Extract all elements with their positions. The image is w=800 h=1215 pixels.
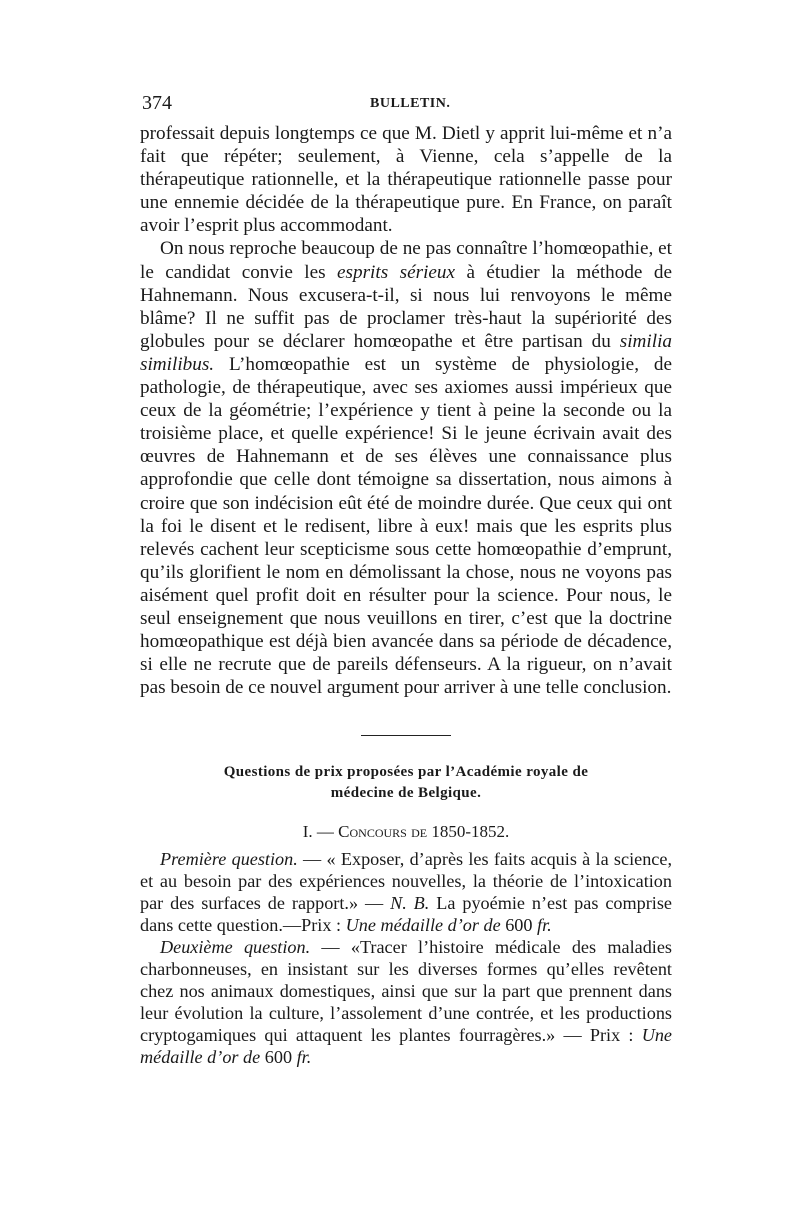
paragraph-2-part-c: L’homœopathie est un système de physiologie, de pathologie, de thérapeutique, avec ses axiomes aussi impérieux que ceux de la géométrie; l’expérience y tient à peine la seconde ou la troisième place, et quelle expérience! Si le jeune écrivain avait des œuvres de Hahnemann et de ses élèves une connaissance plus approfondie que celle dont témoigne sa dissertation, nous aimons à croire que son indécision eût été de moindre durée. Que ceux qui ont la foi le disent et le redisent, libre à eux! mais que les esprits plus relevés cachent leur scepticisme sous cette homœopathie d’emprunt, qu’ils glorifient le nom en démolissant la chose, nous ne voyons pas aisément quel profit doit en résulter pour la science. Pour nous, le seul enseignement que nous veuillons en tirer, c’est que la doctrine homœopathique est déjà bien avancée dans sa période de décadence, si elle ne recrute que de pareils défenseurs. A la rigueur, on n’avait pas besoin de ce nouvel argument pour arriver à une telle conclusion. — [140, 353, 672, 699]
section-title-line-1: Questions de prix proposées par l’Académie royale de — [223, 764, 589, 781]
question-2-unit: fr. — [296, 1047, 312, 1068]
question-1 — [140, 848, 672, 936]
book-page — [140, 92, 672, 1068]
paragraph-2-emphasis-2: similia similibus. — [140, 330, 672, 375]
question-1-amount: 600 — [500, 915, 538, 936]
contest-numeral: I. — — [302, 822, 339, 842]
section-title — [140, 762, 672, 804]
section-title-line-2: médecine de Belgique. — [330, 785, 482, 802]
question-1-prize: Une médaille d’or de — [345, 915, 501, 936]
question-1-text-2: La pyoémie n’est pas comprise dans cette question.—Prix : — [140, 893, 673, 936]
paragraph-2 — [140, 237, 672, 699]
question-2-text: — «Tracer l’histoire médicale des maladies charbonneuses, en insistant sur les diverses formes qu’elles revêtent chez nos animaux domestiques, ainsi que sur la part que prennent dans leur évolution la culture, l’assolement d’une contrée, et les productions cryptogamiques qui attaquent les plantes fourragères.» — Prix : — [140, 937, 672, 1046]
contest-heading — [140, 822, 672, 842]
paragraph-2-part-b: à étudier la méthode de Hahnemann. Nous excusera-t-il, si nous lui renvoyons le même blâme? Il ne suffit pas de proclamer très-haut la supériorité des globules pour se déclarer homœopathe et être partisan du — [140, 261, 672, 352]
paragraph-2-emphasis-1: esprits sérieux — [337, 261, 456, 283]
question-1-text: — « Exposer, d’après les faits acquis à la science, et au besoin par des expériences nouvelles, la théorie de l’intoxication par des surfaces de rapport.» — — [140, 849, 672, 914]
contest-years: 1850-1852. — [427, 822, 510, 842]
body-text — [140, 122, 672, 699]
page-number: 374 — [142, 92, 172, 114]
question-1-unit: fr. — [537, 915, 552, 936]
question-1-nb: N. B. — [390, 893, 430, 914]
section-divider — [361, 735, 451, 736]
question-1-label: Première question. — [160, 849, 298, 870]
questions-block — [140, 848, 672, 1068]
paragraph-1: professait depuis longtemps ce que M. Dietl y apprit lui-même et n’a fait que répéter; seulement, à Vienne, cela s’appelle de la thérapeutique rationnelle, et la thérapeutique rationnelle passe pour une ennemie décidée de la thérapeutique pure. En France, on paraît avoir l’esprit plus accommodant. — [140, 123, 672, 237]
running-head: BULLETIN. — [370, 96, 451, 111]
question-2-amount: 600 — [260, 1047, 297, 1068]
paragraph-2-part-a: On nous reproche beaucoup de ne pas connaître l’homœopathie, et le candidat convie les — [140, 238, 672, 283]
question-2-label: Deuxième question. — [160, 937, 311, 958]
contest-label: Concours de — [338, 822, 428, 842]
question-2-prize: Une médaille d’or de — [140, 1025, 672, 1068]
question-2 — [140, 936, 672, 1068]
page-header — [140, 92, 672, 122]
